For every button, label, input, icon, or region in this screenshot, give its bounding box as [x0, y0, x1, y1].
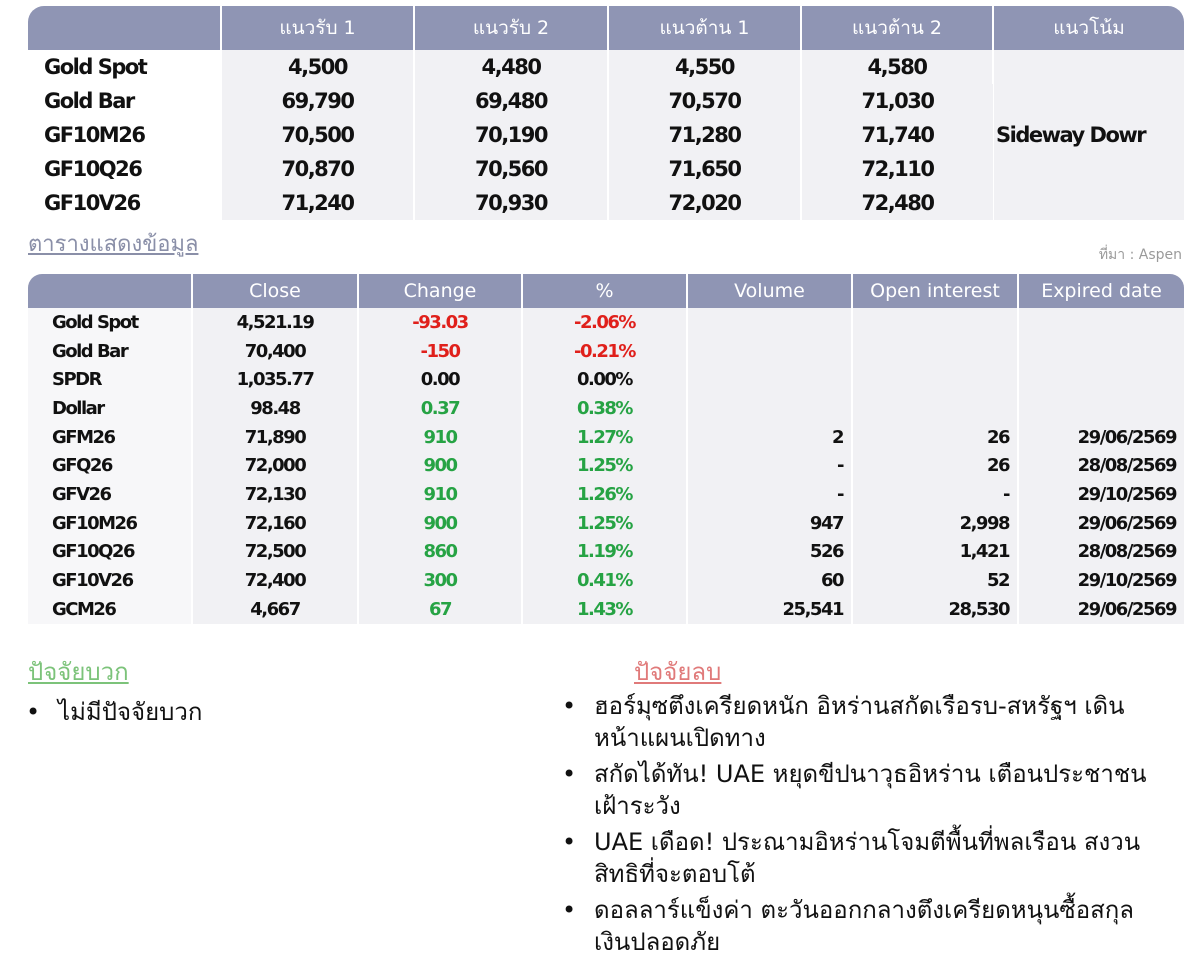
- instrument-name: GF10M26: [28, 118, 221, 152]
- expired-date-value: [1018, 365, 1184, 394]
- instrument-name: Gold Bar: [28, 337, 192, 366]
- support-1-value: 4,500: [221, 50, 414, 84]
- percent-value: -0.21%: [522, 337, 687, 366]
- resistance-1-value: 4,550: [608, 50, 801, 84]
- expired-date-value: 28/08/2569: [1018, 451, 1184, 480]
- support-2-value: 70,560: [414, 152, 608, 186]
- support-2-value: 4,480: [414, 50, 608, 84]
- positive-factor-item: • ไม่มีปัจจัยบวก: [20, 696, 440, 728]
- negative-factor-item: • ฮอร์มุซตึงเครียดหนัก อิหร่านสกัดเรือรบ-สหรัฐฯ เดินหน้าแผนเปิดทาง: [556, 690, 1166, 754]
- change-value: 67: [358, 595, 522, 624]
- resistance-2-value: 71,030: [801, 84, 993, 118]
- open-interest-value: 28,530: [852, 595, 1018, 624]
- market-header-close: Close: [192, 274, 358, 308]
- market-header-row: [28, 274, 1184, 308]
- close-value: 1,035.77: [192, 365, 358, 394]
- change-value: 300: [358, 566, 522, 595]
- market-row: [28, 566, 1184, 595]
- trend-value: Sideway Dowr: [993, 50, 1184, 220]
- market-header-name: [28, 274, 192, 308]
- change-value: -150: [358, 337, 522, 366]
- volume-value: -: [687, 480, 852, 509]
- support-1-value: 69,790: [221, 84, 414, 118]
- instrument-name: GF10Q26: [28, 538, 192, 567]
- volume-value: 25,541: [687, 595, 852, 624]
- levels-header-resistance-2: แนวต้าน 2: [801, 6, 993, 50]
- levels-header-support-2: แนวรับ 2: [414, 6, 608, 50]
- levels-row: [28, 50, 1184, 84]
- market-header-volume: Volume: [687, 274, 852, 308]
- market-row: [28, 451, 1184, 480]
- expired-date-value: [1018, 394, 1184, 423]
- instrument-name: GF10M26: [28, 509, 192, 538]
- open-interest-value: [852, 394, 1018, 423]
- resistance-2-value: 4,580: [801, 50, 993, 84]
- expired-date-value: 28/08/2569: [1018, 538, 1184, 567]
- change-value: 860: [358, 538, 522, 567]
- resistance-2-value: 72,480: [801, 186, 993, 220]
- percent-value: 1.25%: [522, 509, 687, 538]
- open-interest-value: 2,998: [852, 509, 1018, 538]
- change-value: -93.03: [358, 308, 522, 337]
- market-row: [28, 480, 1184, 509]
- close-value: 4,667: [192, 595, 358, 624]
- market-header-percent: %: [522, 274, 687, 308]
- percent-value: 1.43%: [522, 595, 687, 624]
- support-1-value: 70,500: [221, 118, 414, 152]
- instrument-name: GF10V26: [28, 186, 221, 220]
- market-table: [28, 274, 1184, 624]
- close-value: 72,160: [192, 509, 358, 538]
- support-2-value: 70,930: [414, 186, 608, 220]
- instrument-name: Gold Spot: [28, 50, 221, 84]
- instrument-name: GCM26: [28, 595, 192, 624]
- open-interest-value: 26: [852, 423, 1018, 452]
- support-2-value: 70,190: [414, 118, 608, 152]
- percent-value: 1.19%: [522, 538, 687, 567]
- percent-value: 0.41%: [522, 566, 687, 595]
- expired-date-value: 29/10/2569: [1018, 480, 1184, 509]
- close-value: 72,500: [192, 538, 358, 567]
- instrument-name: Dollar: [28, 394, 192, 423]
- open-interest-value: 1,421: [852, 538, 1018, 567]
- negative-factor-item: • สกัดได้ทัน! UAE หยุดขีปนาวุธอิหร่าน เตือนประชาชนเฝ้าระวัง: [556, 758, 1166, 822]
- open-interest-value: -: [852, 480, 1018, 509]
- percent-value: 1.26%: [522, 480, 687, 509]
- open-interest-value: [852, 337, 1018, 366]
- volume-value: 526: [687, 538, 852, 567]
- instrument-name: GF10V26: [28, 566, 192, 595]
- instrument-name: GFM26: [28, 423, 192, 452]
- expired-date-value: 29/06/2569: [1018, 509, 1184, 538]
- close-value: 72,400: [192, 566, 358, 595]
- levels-header-trend: แนวโน้ม: [993, 6, 1184, 50]
- market-header-expired-date: Expired date: [1018, 274, 1184, 308]
- open-interest-value: 26: [852, 451, 1018, 480]
- resistance-1-value: 71,280: [608, 118, 801, 152]
- percent-value: 1.25%: [522, 451, 687, 480]
- change-value: 900: [358, 509, 522, 538]
- instrument-name: SPDR: [28, 365, 192, 394]
- change-value: 0.00: [358, 365, 522, 394]
- market-row: [28, 509, 1184, 538]
- resistance-1-value: 72,020: [608, 186, 801, 220]
- change-value: 0.37: [358, 394, 522, 423]
- positive-factors-list: [20, 696, 440, 732]
- levels-header-resistance-1: แนวต้าน 1: [608, 6, 801, 50]
- expired-date-value: [1018, 308, 1184, 337]
- percent-value: 0.38%: [522, 394, 687, 423]
- volume-value: 60: [687, 566, 852, 595]
- instrument-name: GFQ26: [28, 451, 192, 480]
- negative-factor-item: • UAE เดือด! ประณามอิหร่านโจมตีพื้นที่พลเรือน สงวนสิทธิที่จะตอบโต้: [556, 826, 1166, 890]
- resistance-2-value: 72,110: [801, 152, 993, 186]
- support-1-value: 71,240: [221, 186, 414, 220]
- close-value: 71,890: [192, 423, 358, 452]
- close-value: 98.48: [192, 394, 358, 423]
- volume-value: 2: [687, 423, 852, 452]
- instrument-name: GF10Q26: [28, 152, 221, 186]
- levels-header-name: [28, 6, 221, 50]
- resistance-2-value: 71,740: [801, 118, 993, 152]
- percent-value: 1.27%: [522, 423, 687, 452]
- market-row: [28, 365, 1184, 394]
- change-value: 900: [358, 451, 522, 480]
- open-interest-value: [852, 308, 1018, 337]
- market-row: [28, 595, 1184, 624]
- market-header-open-interest: Open interest: [852, 274, 1018, 308]
- negative-factors-list: [556, 690, 1166, 962]
- close-value: 72,000: [192, 451, 358, 480]
- market-row: [28, 538, 1184, 567]
- volume-value: [687, 308, 852, 337]
- open-interest-value: [852, 365, 1018, 394]
- open-interest-value: 52: [852, 566, 1018, 595]
- volume-value: 947: [687, 509, 852, 538]
- volume-value: [687, 394, 852, 423]
- volume-value: [687, 337, 852, 366]
- market-row: [28, 394, 1184, 423]
- market-row: [28, 308, 1184, 337]
- market-row: [28, 337, 1184, 366]
- volume-value: [687, 365, 852, 394]
- support-1-value: 70,870: [221, 152, 414, 186]
- support-2-value: 69,480: [414, 84, 608, 118]
- instrument-name: Gold Spot: [28, 308, 192, 337]
- data-source-label: ที่มา : Aspen: [1098, 247, 1182, 263]
- close-value: 4,521.19: [192, 308, 358, 337]
- resistance-1-value: 70,570: [608, 84, 801, 118]
- instrument-name: Gold Bar: [28, 84, 221, 118]
- levels-header-row: [28, 6, 1184, 50]
- levels-header-support-1: แนวรับ 1: [221, 6, 414, 50]
- percent-value: -2.06%: [522, 308, 687, 337]
- close-value: 72,130: [192, 480, 358, 509]
- negative-factors-title: ปัจจัยลบ: [634, 658, 722, 686]
- levels-table: [28, 6, 1184, 220]
- instrument-name: GFV26: [28, 480, 192, 509]
- expired-date-value: [1018, 337, 1184, 366]
- data-table-caption: ตารางแสดงข้อมูล: [28, 232, 199, 257]
- expired-date-value: 29/06/2569: [1018, 595, 1184, 624]
- expired-date-value: 29/06/2569: [1018, 423, 1184, 452]
- expired-date-value: 29/10/2569: [1018, 566, 1184, 595]
- change-value: 910: [358, 423, 522, 452]
- volume-value: -: [687, 451, 852, 480]
- positive-factors-title: ปัจจัยบวก: [28, 658, 129, 686]
- percent-value: 0.00%: [522, 365, 687, 394]
- market-row: [28, 423, 1184, 452]
- change-value: 910: [358, 480, 522, 509]
- market-header-change: Change: [358, 274, 522, 308]
- resistance-1-value: 71,650: [608, 152, 801, 186]
- close-value: 70,400: [192, 337, 358, 366]
- negative-factor-item: • ดอลลาร์แข็งค่า ตะวันออกกลางตึงเครียดหนุนซื้อสกุลเงินปลอดภัย: [556, 894, 1166, 958]
